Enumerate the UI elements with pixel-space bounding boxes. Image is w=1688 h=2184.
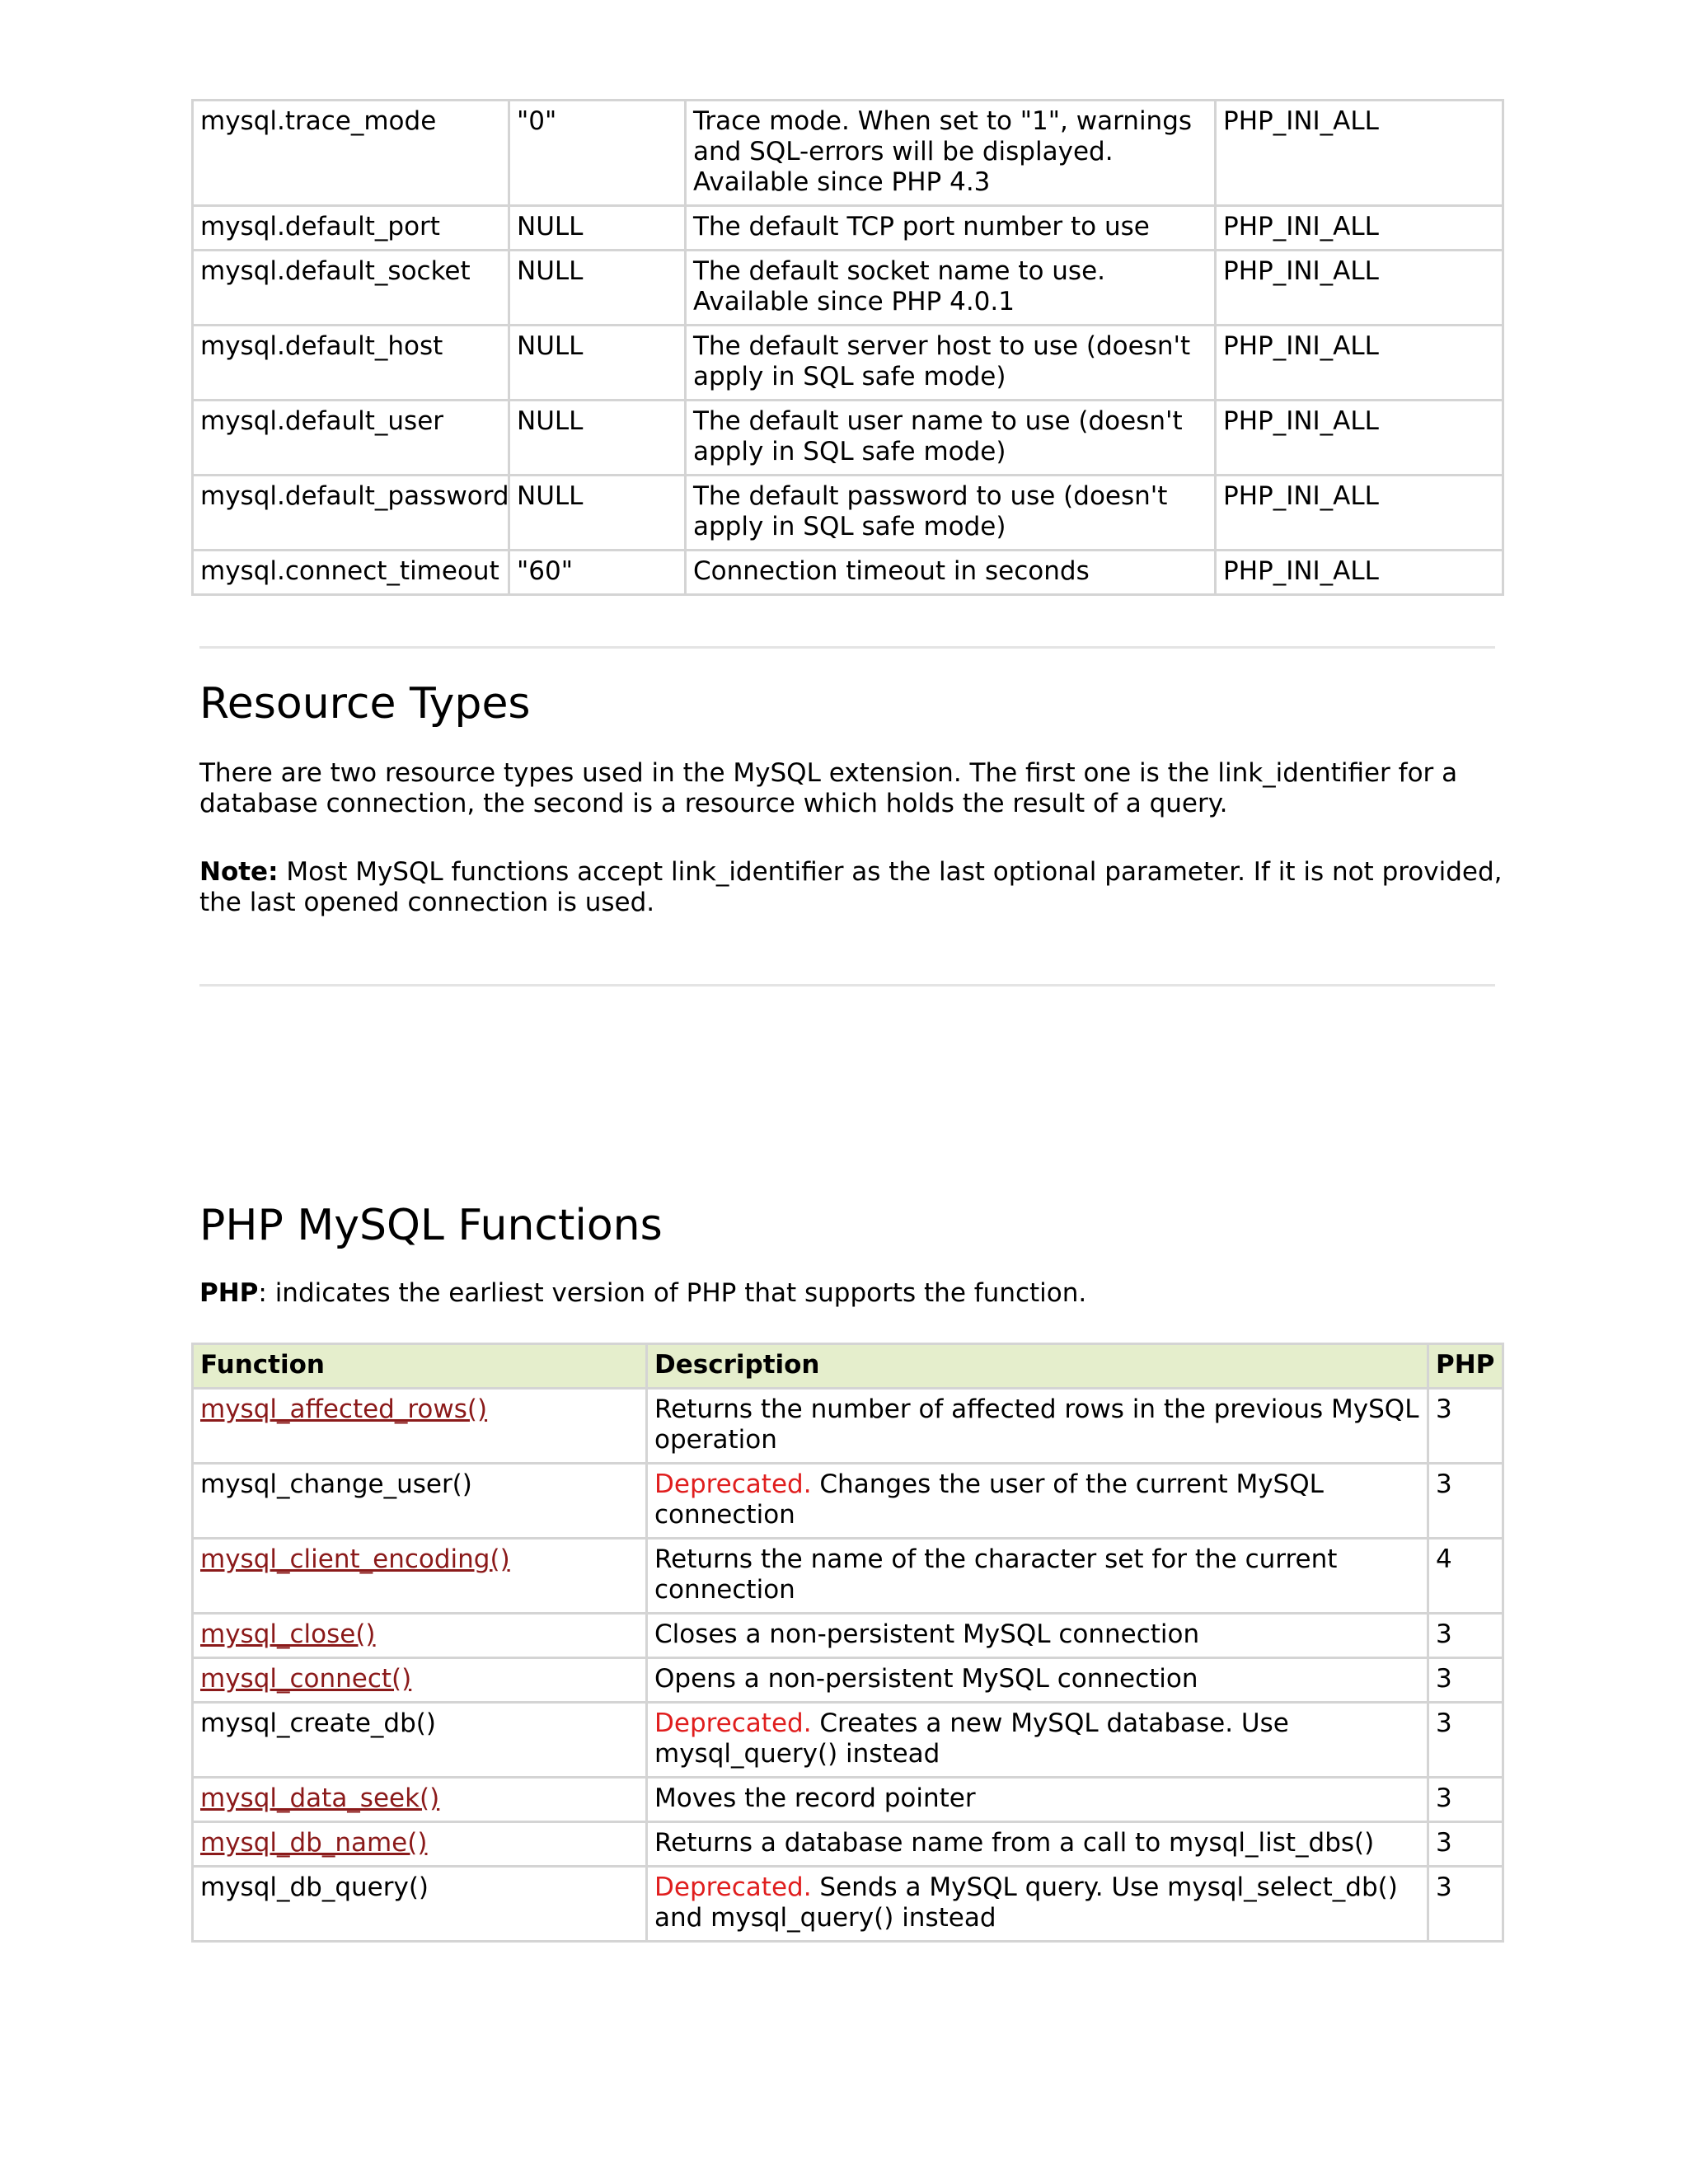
config-default-cell: NULL bbox=[509, 326, 686, 401]
table-row bbox=[193, 551, 1503, 595]
table-row bbox=[193, 251, 1503, 326]
function-php-version-cell: 3 bbox=[1428, 1658, 1503, 1703]
config-changeable-cell: PHP_INI_ALL bbox=[1216, 206, 1503, 251]
function-php-version-cell: 3 bbox=[1428, 1822, 1503, 1867]
config-name-cell: mysql.default_host bbox=[193, 326, 509, 401]
config-default-cell: NULL bbox=[509, 476, 686, 551]
deprecated-label: Deprecated. bbox=[654, 1872, 812, 1902]
function-description-cell bbox=[647, 1658, 1428, 1703]
function-name-cell bbox=[193, 1867, 647, 1942]
function-name-cell bbox=[193, 1539, 647, 1614]
table-row bbox=[193, 1614, 1503, 1658]
function-description: Moves the record pointer bbox=[654, 1783, 976, 1813]
table-row bbox=[193, 1822, 1503, 1867]
config-changeable-cell: PHP_INI_ALL bbox=[1216, 551, 1503, 595]
table-row bbox=[193, 1389, 1503, 1464]
page-content bbox=[191, 99, 1502, 1943]
config-default-cell: NULL bbox=[509, 401, 686, 476]
config-description-cell: The default user name to use (doesn't apply in SQL safe mode) bbox=[686, 401, 1216, 476]
function-description-cell bbox=[647, 1822, 1428, 1867]
config-changeable-cell: PHP_INI_ALL bbox=[1216, 326, 1503, 401]
php-version-text: : indicates the earliest version of PHP that supports the function. bbox=[258, 1278, 1087, 1308]
function-name-cell bbox=[193, 1614, 647, 1658]
resource-types-heading: Resource Types bbox=[199, 679, 531, 729]
config-default-cell: NULL bbox=[509, 251, 686, 326]
function-php-version-cell: 3 bbox=[1428, 1703, 1503, 1778]
table-row bbox=[193, 1867, 1503, 1942]
function-name-cell bbox=[193, 1822, 647, 1867]
table-row bbox=[193, 476, 1503, 551]
table-row bbox=[193, 326, 1503, 401]
config-description-cell: The default password to use (doesn't apply in SQL safe mode) bbox=[686, 476, 1216, 551]
function-link[interactable]: mysql_connect() bbox=[200, 1664, 412, 1694]
table-row bbox=[193, 1539, 1503, 1614]
config-changeable-cell: PHP_INI_ALL bbox=[1216, 101, 1503, 206]
function-description-cell bbox=[647, 1539, 1428, 1614]
function-link[interactable]: mysql_db_name() bbox=[200, 1828, 428, 1858]
header-function: Function bbox=[193, 1344, 647, 1389]
config-name-cell: mysql.trace_mode bbox=[193, 101, 509, 206]
config-description-cell: The default socket name to use. Available since PHP 4.0.1 bbox=[686, 251, 1216, 326]
function-php-version-cell: 3 bbox=[1428, 1389, 1503, 1464]
config-name-cell: mysql.default_user bbox=[193, 401, 509, 476]
function-link[interactable]: mysql_affected_rows() bbox=[200, 1394, 488, 1424]
functions-heading: PHP MySQL Functions bbox=[199, 1201, 663, 1250]
config-name-cell: mysql.connect_timeout bbox=[193, 551, 509, 595]
php-version-note bbox=[199, 1278, 1506, 1309]
function-php-version-cell: 4 bbox=[1428, 1539, 1503, 1614]
function-name-cell bbox=[193, 1658, 647, 1703]
function-description-cell bbox=[647, 1389, 1428, 1464]
deprecated-label: Deprecated. bbox=[654, 1469, 812, 1499]
config-name-cell: mysql.default_password bbox=[193, 476, 509, 551]
function-description-cell bbox=[647, 1464, 1428, 1539]
table-row bbox=[193, 101, 1503, 206]
function-name-cell bbox=[193, 1778, 647, 1822]
functions-table bbox=[191, 1343, 1504, 1943]
function-php-version-cell: 3 bbox=[1428, 1867, 1503, 1942]
config-default-cell: "0" bbox=[509, 101, 686, 206]
config-changeable-cell: PHP_INI_ALL bbox=[1216, 251, 1503, 326]
function-name-cell bbox=[193, 1464, 647, 1539]
function-description: Sends a MySQL query. Use mysql_select_db() and mysql_query() instead bbox=[654, 1872, 1398, 1933]
function-name-cell bbox=[193, 1703, 647, 1778]
deprecated-label: Deprecated. bbox=[654, 1708, 812, 1738]
function-name: mysql_db_query() bbox=[200, 1872, 429, 1902]
table-row bbox=[193, 206, 1503, 251]
config-description-cell: The default server host to use (doesn't apply in SQL safe mode) bbox=[686, 326, 1216, 401]
header-php: PHP bbox=[1428, 1344, 1503, 1389]
config-name-cell: mysql.default_port bbox=[193, 206, 509, 251]
function-description-cell bbox=[647, 1867, 1428, 1942]
config-description-cell: The default TCP port number to use bbox=[686, 206, 1216, 251]
function-description: Opens a non-persistent MySQL connection bbox=[654, 1664, 1198, 1694]
function-description-cell bbox=[647, 1614, 1428, 1658]
function-description: Creates a new MySQL database. Use mysql_query() instead bbox=[654, 1708, 1289, 1769]
function-description: Returns the number of affected rows in the previous MySQL operation bbox=[654, 1394, 1419, 1455]
config-default-cell: NULL bbox=[509, 206, 686, 251]
function-link[interactable]: mysql_client_encoding() bbox=[200, 1544, 510, 1574]
function-name: mysql_create_db() bbox=[200, 1708, 436, 1738]
function-description: Returns the name of the character set for the current connection bbox=[654, 1544, 1338, 1605]
table-header-row bbox=[193, 1344, 1503, 1389]
config-default-cell: "60" bbox=[509, 551, 686, 595]
note-text: Most MySQL functions accept link_identifier as the last optional parameter. If it is not provided, the last opened connection is used. bbox=[199, 857, 1503, 917]
table-row bbox=[193, 1658, 1503, 1703]
php-label: PHP bbox=[199, 1278, 259, 1308]
function-name: mysql_change_user() bbox=[200, 1469, 472, 1499]
function-name-cell bbox=[193, 1389, 647, 1464]
function-link[interactable]: mysql_close() bbox=[200, 1619, 376, 1649]
table-row bbox=[193, 401, 1503, 476]
function-description: Returns a database name from a call to mysql_list_dbs() bbox=[654, 1828, 1375, 1858]
table-row bbox=[193, 1778, 1503, 1822]
note-paragraph bbox=[199, 857, 1506, 918]
config-name-cell: mysql.default_socket bbox=[193, 251, 509, 326]
config-description-cell: Connection timeout in seconds bbox=[686, 551, 1216, 595]
table-row bbox=[193, 1703, 1503, 1778]
function-php-version-cell: 3 bbox=[1428, 1464, 1503, 1539]
header-description: Description bbox=[647, 1344, 1428, 1389]
function-description: Closes a non-persistent MySQL connection bbox=[654, 1619, 1200, 1649]
config-description-cell: Trace mode. When set to "1", warnings and SQL-errors will be displayed. Available since PHP 4.3 bbox=[686, 101, 1216, 206]
function-description-cell bbox=[647, 1703, 1428, 1778]
runtime-config-table bbox=[191, 99, 1504, 596]
function-php-version-cell: 3 bbox=[1428, 1778, 1503, 1822]
config-changeable-cell: PHP_INI_ALL bbox=[1216, 476, 1503, 551]
function-description: Changes the user of the current MySQL connection bbox=[654, 1469, 1324, 1530]
function-description-cell bbox=[647, 1778, 1428, 1822]
note-label: Note: bbox=[199, 857, 279, 887]
table-row bbox=[193, 1464, 1503, 1539]
function-php-version-cell: 3 bbox=[1428, 1614, 1503, 1658]
resource-types-paragraph: There are two resource types used in the MySQL extension. The first one is the link_identifier for a database connection, the second is a resource which holds the result of a query. bbox=[199, 758, 1458, 818]
config-changeable-cell: PHP_INI_ALL bbox=[1216, 401, 1503, 476]
function-link[interactable]: mysql_data_seek() bbox=[200, 1783, 440, 1813]
